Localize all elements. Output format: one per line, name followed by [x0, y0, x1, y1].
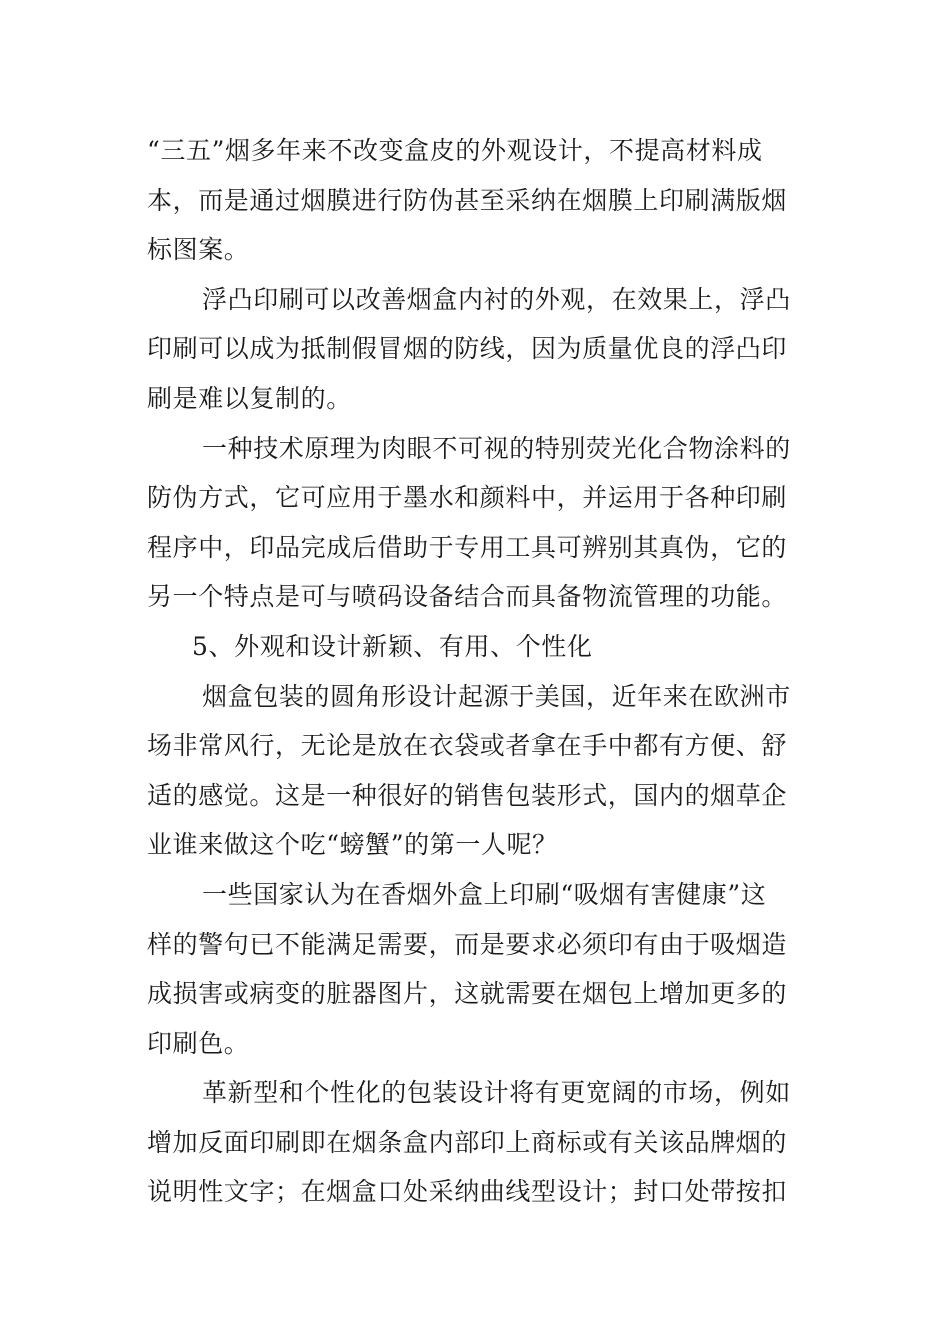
text-line: 革新型和个性化的包装设计将有更宽阔的市场，例如	[202, 1078, 791, 1108]
paragraph-rounded-corner	[147, 672, 807, 870]
paragraph-health-warning	[147, 870, 807, 1068]
text-line: 刷是难以复制的。	[147, 383, 352, 413]
text-line: 样的警句已不能满足需要，而是要求必须印有由于吸烟造	[147, 929, 788, 959]
text-line: 防伪方式，它可应用于墨水和颜料中，并运用于各种印刷	[147, 483, 788, 513]
paragraph-sanwu-film	[147, 126, 807, 275]
text-line: 增加反面印刷即在烟条盒内部印上商标或有关该品牌烟的	[147, 1127, 788, 1157]
text-line: 程序中，印品完成后借助于专用工具可辨别其真伪，它的	[147, 532, 788, 562]
text-line: 业谁来做这个吃“螃蟹”的第一人呢？	[147, 830, 558, 860]
text-line: 一种技术原理为肉眼不可视的特别荧光化合物涂料的	[202, 433, 791, 463]
body-text	[147, 126, 807, 1217]
text-line: 适的感觉。这是一种很好的销售包装形式，国内的烟草企	[147, 780, 788, 810]
paragraph-emboss-printing	[147, 275, 807, 424]
text-line: 印刷色。	[147, 1028, 250, 1058]
text-line: 印刷可以成为抵制假冒烟的防线，因为质量优良的浮凸印	[147, 334, 788, 364]
text-line: 一些国家认为在香烟外盒上印刷“吸烟有害健康”这	[202, 879, 767, 909]
paragraph-fluorescent-coating	[147, 424, 807, 622]
text-line: 标图案。	[147, 235, 250, 265]
text-line: 成损害或病变的脏器图片，这就需要在烟包上增加更多的	[147, 979, 788, 1009]
text-line: 另一个特点是可与喷码设备结合而具备物流管理的功能。	[147, 582, 788, 612]
text-line: “三五”烟多年来不改变盒皮的外观设计，不提高材料成	[147, 136, 763, 165]
text-line: 本，而是通过烟膜进行防伪甚至采纳在烟膜上印刷满版烟	[147, 185, 788, 215]
section-heading: 5、外观和设计新颖、有用、个性化	[192, 631, 593, 661]
section-heading-5	[147, 622, 807, 672]
text-line: 浮凸印刷可以改善烟盒内衬的外观，在效果上，浮凸	[202, 284, 791, 314]
paragraph-innovative-design	[147, 1068, 807, 1217]
text-line: 场非常风行，无论是放在衣袋或者拿在手中都有方便、舒	[147, 731, 788, 761]
text-line: 说明性文字；在烟盒口处采纳曲线型设计；封口处带按扣	[147, 1177, 788, 1207]
text-line: 烟盒包装的圆角形设计起源于美国，近年来在欧洲市	[202, 681, 791, 711]
